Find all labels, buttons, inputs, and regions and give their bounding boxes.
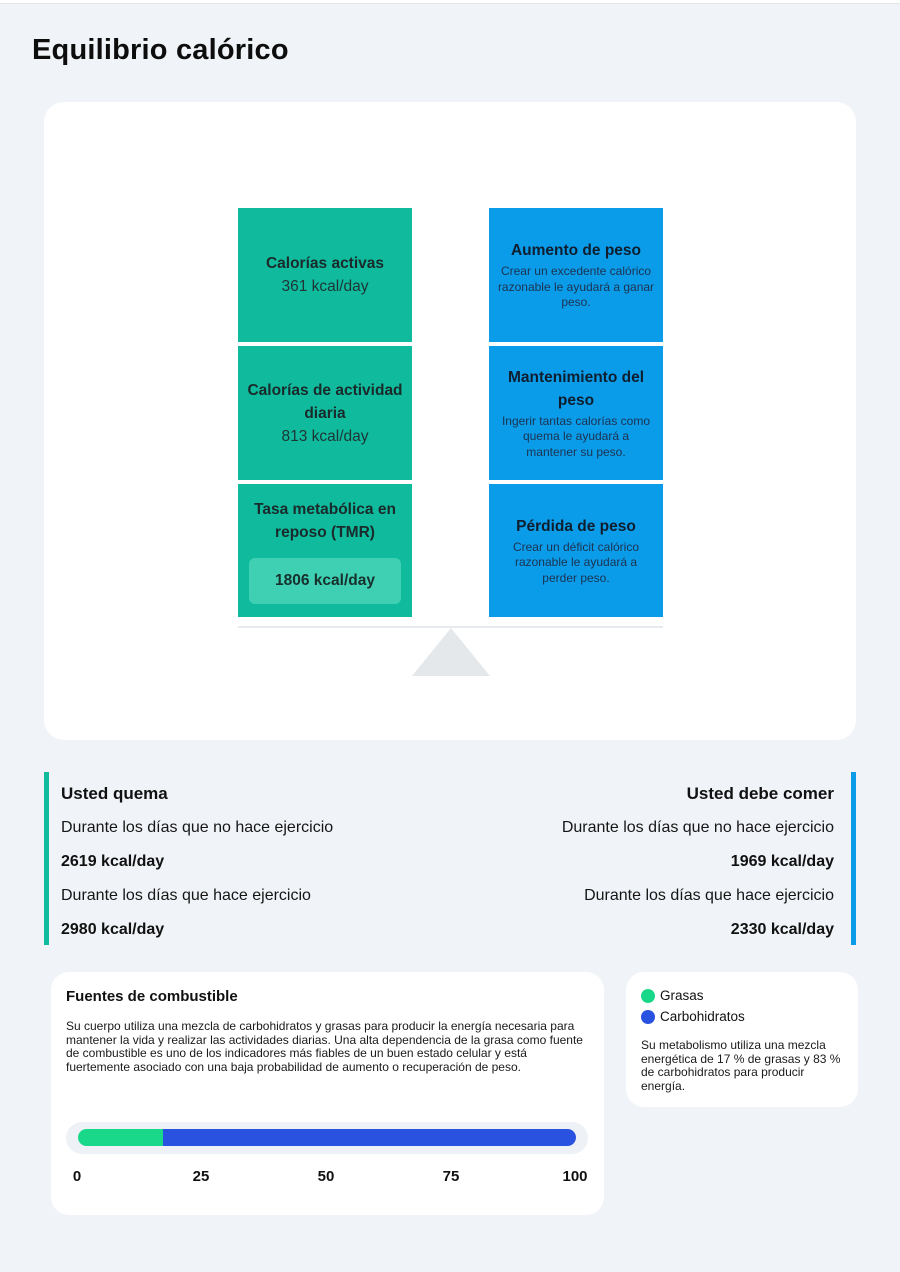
weight-gain-block (489, 208, 663, 342)
weight-gain-description: Crear un excedente calórico razonable le ayudará a ganar peso. (497, 264, 655, 310)
page-title: Equilibrio calórico (32, 34, 289, 66)
legend-carbs (641, 1009, 745, 1024)
fuel-sources-description: Su cuerpo utiliza una mezcla de carbohidratos y grasas para producir la energía necesaria para mantener la vida y realizar las actividades diarias. Una alta dependencia de la grasa como fuente de combustible es uno de los indicadores más fiables de un buen estado celular y está fuertemente asociado con una baja probabilidad de aumento o recuperación de peso. (66, 1019, 583, 1074)
fuel-legend-card (626, 972, 858, 1107)
carbs-dot-icon (641, 1010, 655, 1024)
resting-metabolic-rate-label: Tasa metabólica en reposo (TMR) (254, 500, 396, 541)
fuel-mix-bar-track (66, 1122, 588, 1154)
eat-rest-day-label: Durante los días que no hace ejercicio (561, 819, 834, 836)
legend-fat-label: Grasas (660, 988, 704, 1003)
fuel-mix-summary: Su metabolismo utiliza una mezcla energética de 17 % de grasas y 83 % de carbohidratos para producir energía. (641, 1038, 841, 1093)
calories-to-eat-panel (450, 772, 856, 945)
weight-loss-description: Crear un déficit calórico razonable le ayudará a perder peso. (512, 539, 640, 585)
fat-segment (78, 1129, 163, 1146)
axis-tick-50: 50 (317, 1168, 335, 1185)
fuel-sources-title: Fuentes de combustible (66, 988, 238, 1005)
burn-heading: Usted quema (61, 784, 168, 803)
weight-loss-block (489, 484, 663, 617)
scale-fulcrum-icon (412, 628, 490, 676)
active-calories-label: Calorías activas (265, 255, 385, 272)
eat-exercise-day-label: Durante los días que hace ejercicio (584, 887, 834, 904)
weight-maintenance-description: Ingerir tantas calorías como quema le ayudará a mantener su peso. (501, 413, 651, 459)
axis-tick-100: 100 (562, 1168, 588, 1185)
daily-activity-calories-label: Calorías de actividad diaria (247, 381, 403, 422)
fuel-sources-card (51, 972, 604, 1215)
legend-fat (641, 988, 704, 1003)
weight-maintenance-block (489, 346, 663, 480)
axis-tick-0: 0 (72, 1168, 82, 1185)
daily-activity-calories-block (238, 346, 412, 480)
calories-burned-panel (44, 772, 450, 945)
weight-gain-title: Aumento de peso (510, 242, 642, 260)
weight-loss-title: Pérdida de peso (516, 517, 636, 535)
burn-exercise-day-value: 2980 kcal/day (61, 921, 165, 938)
eat-exercise-day-value: 2330 kcal/day (730, 921, 834, 938)
caloric-balance-card (44, 102, 856, 740)
burn-rest-day-label: Durante los días que no hace ejercicio (61, 819, 334, 836)
weight-maintenance-title: Mantenimiento del peso (507, 368, 645, 409)
fat-dot-icon (641, 989, 655, 1003)
resting-metabolic-rate-block (238, 484, 412, 617)
eat-rest-day-value: 1969 kcal/day (730, 853, 834, 870)
carbs-segment (163, 1129, 576, 1146)
axis-tick-75: 75 (442, 1168, 460, 1185)
burn-rest-day-value: 2619 kcal/day (61, 853, 165, 870)
top-strip (0, 0, 900, 4)
eat-heading: Usted debe comer (686, 784, 834, 803)
active-calories-block (238, 208, 412, 342)
fuel-mix-bar (78, 1129, 576, 1146)
daily-activity-calories-value: 813 kcal/day (281, 427, 369, 445)
burn-exercise-day-label: Durante los días que hace ejercicio (61, 887, 311, 904)
active-calories-value: 361 kcal/day (281, 278, 369, 295)
resting-metabolic-rate-value: 1806 kcal/day (249, 558, 401, 604)
axis-tick-25: 25 (192, 1168, 210, 1185)
legend-carbs-label: Carbohidratos (660, 1009, 745, 1024)
